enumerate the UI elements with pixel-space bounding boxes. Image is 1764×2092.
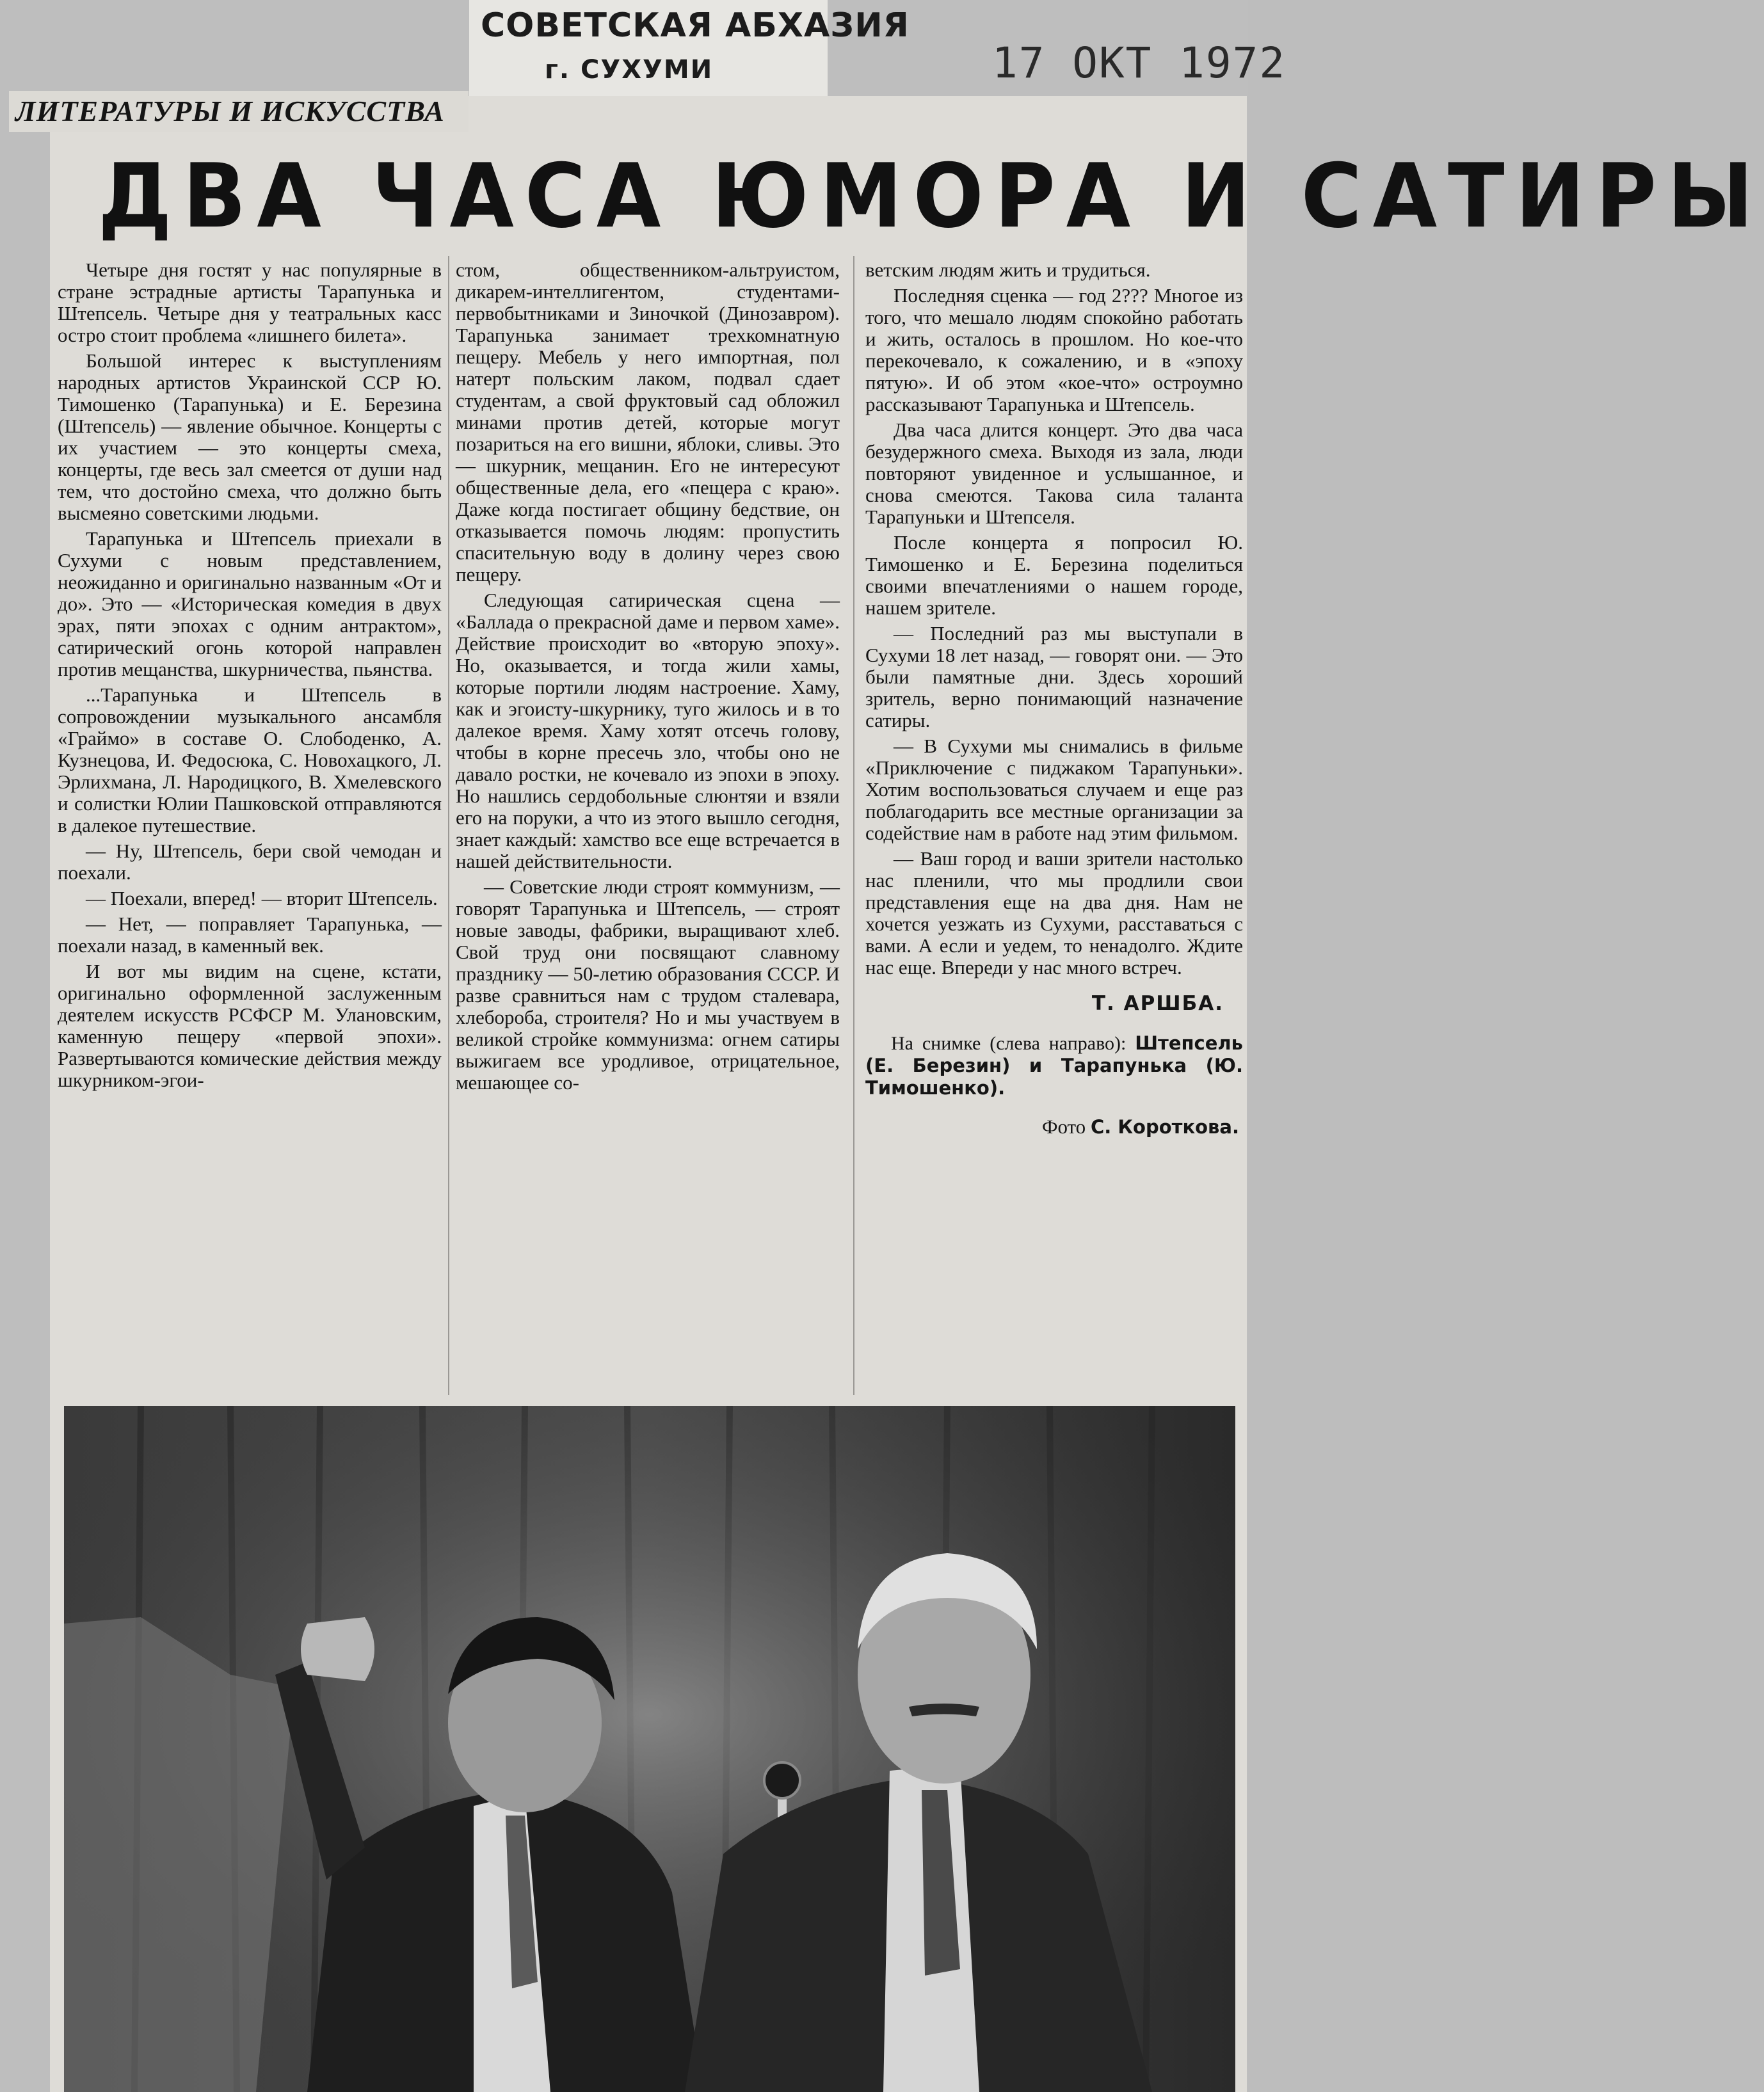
caption-lead: На снимке (слева направо): — [891, 1033, 1127, 1054]
newspaper-stamp — [469, 0, 910, 96]
paragraph: Последняя сценка — год 2??? Многое из того, что мешало людям спокойно работать и жить, осталось в прошлом. Но кое-что перекочевало, к сожалению, и в «эпоху пятую». И об этом «кое-что» остроумно рассказывают Тарапунька и Штепсель. — [865, 284, 1243, 415]
paragraph: стом, общественником-альтруистом, дикарем-интеллигентом, студентами-первобытниками и Зиночкой (Динозавром). Тарапунька занимает трехкомнатную пещеру. Мебель у него импортная, пол натерт польским лаком, подвал сдает студентам, а свой фруктовый сад обложил минами против детей, которые могут позариться на его вишни, яблоки, сливы. Это — шкурник, мещанин. Его не интересуют общественные дела, его «пещера с краю». Даже когда постигает общину бедствие, он отказывается помочь людям: пропустить спасительную воду в долину через свою пещеру. — [456, 259, 840, 586]
paragraph: Тарапунька и Штепсель приехали в Сухуми с новым представлением, неожиданно и оригинально названным «От и до». Это — «Историческая комедия в двух эрах, пяти эпохах с одним антрактом», сатирический огонь которой направлен против мещанства, шкурничества, пьянства. — [58, 527, 442, 680]
paragraph: — Ваш город и ваши зрители настолько нас пленили, что мы продлили свои представления еще на два дня. Нам не хочется уезжать из Сухуми, расставаться с вами. А если и уедем, то ненадолго. Ждите нас еще. Впереди у нас много встреч. — [865, 847, 1243, 978]
stamp-city: г. СУХУМИ — [545, 55, 714, 84]
paragraph: — Ну, Штепсель, бери свой чемодан и поехали. — [58, 840, 442, 884]
article-column-3 — [865, 259, 1243, 1138]
paragraph: — Последний раз мы выступали в Сухуми 18 лет назад, — говорят они. — Это были памятные дни. Здесь хороший зритель, верно понимающий назначение сатиры. — [865, 622, 1243, 731]
photo-credit — [865, 1116, 1243, 1138]
photographer-name: С. Короткова. — [1090, 1116, 1239, 1138]
article-column-2 — [456, 259, 840, 1098]
photo-caption — [865, 1032, 1243, 1099]
paragraph: И вот мы видим на сцене, кстати, оригинально оформленной заслуженным деятелем искусств РСФСР М. Улановским, каменную пещеру «первой эпохи». Развертываются комические действия между шкурником-эгои- — [58, 960, 442, 1091]
paragraph: — Советские люди строят коммунизм, — говорят Тарапунька и Штепсель, — строят новые заводы, фабрики, выращивают хлеб. Свой труд они посвящают славному празднику — 50-летию образования СССР. И разве сравниться нам с трудом сталевара, хлебороба, строителя? Но и мы участвуем в великой стройке коммунизма: огнем сатиры выжигаем все уродливое, отрицательное, мешающее со- — [456, 875, 840, 1094]
column-divider — [448, 256, 449, 1395]
author-signature: Т. АРШБА. — [1091, 992, 1224, 1015]
stage-photo — [64, 1406, 1235, 2092]
article-column-1 — [58, 259, 442, 1095]
photo-credit-prefix: Фото — [1041, 1115, 1086, 1138]
article-headline: ДВА ЧАСА ЮМОРА И САТИРЫ — [98, 145, 1764, 248]
paragraph: Четыре дня гостят у нас популярные в стране эстрадные артисты Тарапунька и Штепсель. Четыре дня у театральных касс остро стоит проблема «лишнего билета». — [58, 259, 442, 346]
stage-photo-illustration — [64, 1406, 1235, 2092]
section-label: ЛИТЕРАТУРЫ И ИСКУССТВА — [9, 91, 469, 132]
column-divider — [853, 256, 854, 1395]
paragraph: ветским людям жить и трудиться. — [865, 259, 1151, 281]
paragraph: — Поехали, вперед! — вторит Штепсель. — [86, 887, 438, 909]
paragraph: После концерта я попросил Ю. Тимошенко и Е. Березина поделиться своими впечатлениями о нашем городе, нашем зрителе. — [865, 531, 1243, 619]
stamp-newspaper-name: СОВЕТСКАЯ АБХАЗИЯ — [481, 6, 910, 45]
paragraph: — Нет, — поправляет Тарапунька, — поехали назад, в каменный век. — [58, 913, 442, 957]
paragraph: Два часа длится концерт. Это два часа безудержного смеха. Выходя из зала, люди повторяют увиденное и услышанное, и снова смеются. Такова сила таланта Тарапуньки и Штепселя. — [865, 419, 1243, 528]
caption-names: Штепсель (Е. Березин) и Тарапунька (Ю. Тимошенко). — [865, 1032, 1243, 1099]
paragraph: ...Тарапунька и Штепсель в сопровождении музыкального ансамбля «Граймо» в составе О. Слободенко, А. Кузнецова, И. Федосюка, С. Новохацкого, Л. Эрлихмана, Л. Народицкого, В. Хмелевского и солистки Юлии Пашковской отправляются в далекое путешествие. — [58, 683, 442, 836]
paragraph: Большой интерес к выступлениям народных артистов Украинской ССР Ю. Тимошенко (Тарапунька) и Е. Березина (Штепсель) — явление обычное. Концерты с их участием — это концерты смеха, концерты, где весь зал смеется от души над тем, что достойно смеха, что должно быть высмеяно советскими людьми. — [58, 349, 442, 524]
date-stamp: 17 ОКТ 1972 — [992, 38, 1287, 88]
paragraph: Следующая сатирическая сцена — «Баллада о прекрасной даме и первом хаме». Действие происходит во «вторую эпоху». Но, оказывается, и тогда жили хамы, которые портили людям настроение. Хаму, как и эгоисту-шкурнику, туго жилось и в то далекое время. Хаму хотят отсечь голову, чтобы в корне пресечь зло, чтобы оно не давало ростки, не кочевало из эпохи в эпоху. Но нашлись сердобольные слюнтяи и взяли его на поруки, а что из этого вышло сегодня, знает каждый: хамство все еще встречается в нашей действительности. — [456, 589, 840, 872]
paragraph: — В Сухуми мы снимались в фильме «Приключение с пиджаком Тарапуньки». Хотим воспользоваться случаем и еще раз поблагодарить все местные организации за содействие нам в работе над этим фильмом. — [865, 735, 1243, 844]
